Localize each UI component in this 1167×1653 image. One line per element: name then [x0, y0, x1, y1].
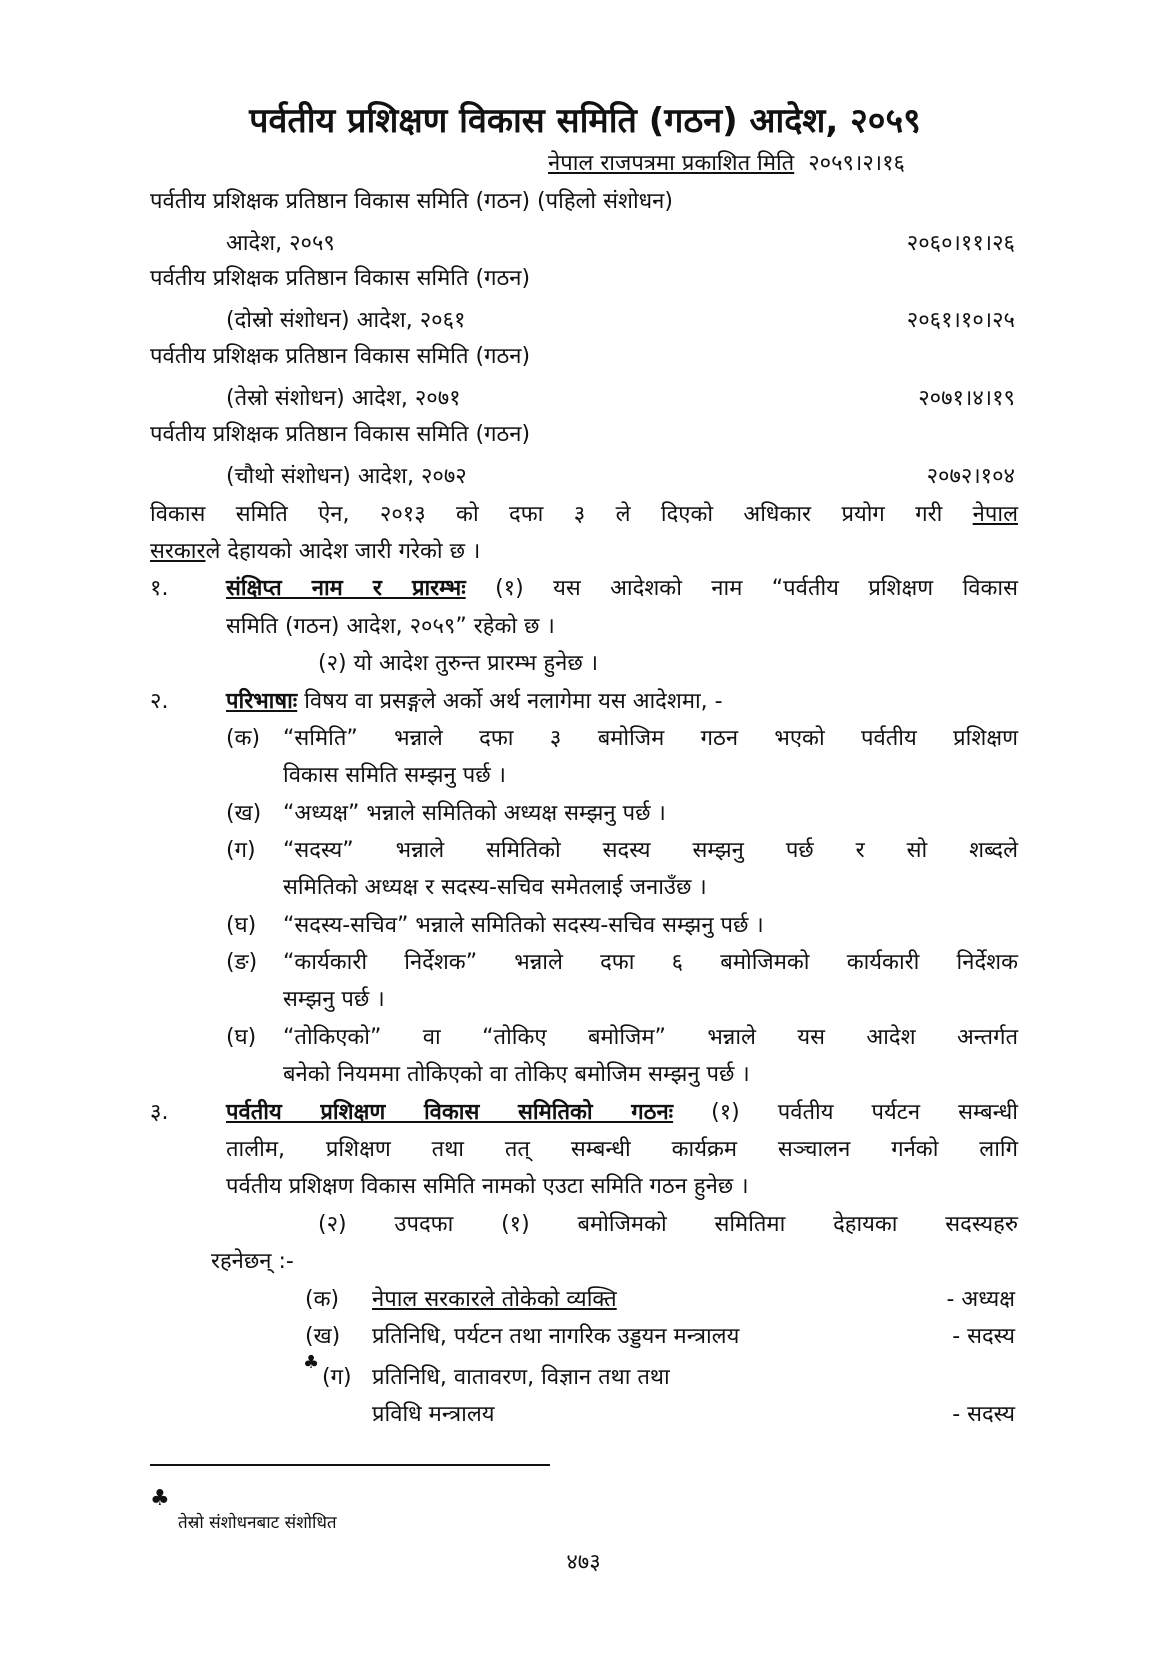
definition-gha-label: (घ) — [226, 913, 257, 938]
section-1-text: (१) यस आदेशको नाम “पर्वतीय प्रशिक्षण विकास — [465, 576, 1018, 601]
definition-ka-line2: विकास समिति सम्झनु पर्छ । — [283, 763, 507, 788]
preamble-underlined: नेपाल — [972, 502, 1018, 527]
section-2-intro: विषय वा प्रसङ्गले अर्को अर्थ नलागेमा यस आदेशमा, - — [297, 689, 723, 714]
member-ga-text2: प्रविधि मन्त्रालय — [372, 1402, 495, 1427]
member-ka-text: नेपाल सरकारले तोकेको व्यक्ति — [372, 1287, 617, 1312]
preamble-line1 — [150, 498, 1018, 528]
definition-nga-line1: “कार्यकारी निर्देशक” भन्नाले दफा ६ बमोजिमको कार्यकारी निर्देशक — [283, 950, 1018, 975]
section-2-line1 — [226, 685, 723, 715]
member-kha-role: - सदस्य — [952, 1324, 1015, 1349]
definition-nga-label: (ङ) — [226, 950, 258, 975]
section-1-line1 — [226, 572, 1018, 602]
amendment-3-line1: पर्वतीय प्रशिक्षक प्रतिष्ठान विकास समिति (गठन) — [150, 344, 531, 369]
section-3-line1 — [226, 1096, 1018, 1126]
section-3-line4: (२) उपदफा (१) बमोजिमको समितिमा देहायका सदस्यहरु — [318, 1212, 1018, 1237]
member-kha-text: प्रतिनिधि, पर्यटन तथा नागरिक उड्डयन मन्त्रालय — [372, 1324, 740, 1349]
definition-gha2-label: (घ) — [226, 1025, 257, 1050]
section-1-heading: संक्षिप्त नाम र प्रारम्भः — [226, 576, 466, 601]
definition-nga-line2: सम्झनु पर्छ । — [283, 987, 385, 1012]
definition-ga-line2: समितिको अध्यक्ष र सदस्य-सचिव समेतलाई जनाउँछ । — [283, 875, 707, 900]
definition-gha2-line1: “तोकिएको” वा “तोकिए बमोजिम” भन्नाले यस आदेश अन्तर्गत — [283, 1025, 1018, 1050]
section-3-line2: तालीम, प्रशिक्षण तथा तत् सम्बन्धी कार्यक्रम सञ्चालन गर्नको लागि — [226, 1137, 1018, 1162]
definition-ka-label: (क) — [226, 726, 261, 751]
section-3-text: (१) पर्वतीय पर्यटन सम्बन्धी — [673, 1100, 1019, 1125]
section-3-number: ३. — [150, 1100, 169, 1125]
footnote-rule — [150, 1464, 550, 1466]
publication-line — [548, 147, 905, 177]
amendment-2-date: २०६१।१०।२५ — [906, 308, 1015, 333]
amendment-4-date: २०७२।१०४ — [926, 464, 1015, 489]
amendment-4-line2: (चौथो संशोधन) आदेश, २०७२ — [226, 464, 467, 489]
section-3-heading: पर्वतीय प्रशिक्षण विकास समितिको गठनः — [226, 1100, 674, 1125]
member-kha-label: (ख) — [305, 1324, 341, 1349]
member-ka-role: - अध्यक्ष — [946, 1287, 1015, 1312]
page-number: ४७३ — [566, 1550, 601, 1575]
publication-date: २०५९।२।१६ — [808, 151, 905, 176]
preamble-text: विकास समिति ऐन, २०१३ को दफा ३ ले दिएको अधिकार प्रयोग गरी — [150, 502, 973, 527]
member-ga-role: - सदस्य — [952, 1402, 1015, 1427]
publication-label: नेपाल राजपत्रमा प्रकाशित मिति — [548, 151, 795, 176]
definition-kha-label: (ख) — [226, 801, 262, 826]
footnote-text: तेस्रो संशोधनबाट संशोधित — [178, 1513, 337, 1533]
preamble-underlined-2: सरकार — [150, 539, 206, 564]
definition-kha-line1: “अध्यक्ष” भन्नाले समितिको अध्यक्ष सम्झनु पर्छ । — [283, 801, 666, 826]
definition-gha2-line2: बनेको नियममा तोकिएको वा तोकिए बमोजिम सम्झनु पर्छ । — [283, 1062, 750, 1087]
footnote-club-icon: ♣ — [150, 1486, 170, 1511]
definition-gha-line1: “सदस्य-सचिव” भन्नाले समितिको सदस्य-सचिव सम्झनु पर्छ । — [283, 913, 764, 938]
section-1-line3: (२) यो आदेश तुरुन्त प्रारम्भ हुनेछ । — [318, 651, 599, 676]
preamble-text-2: ले देहायको आदेश जारी गरेको छ । — [205, 539, 481, 564]
amendment-4-line1: पर्वतीय प्रशिक्षक प्रतिष्ठान विकास समिति (गठन) — [150, 422, 531, 447]
section-2-heading: परिभाषाः — [226, 689, 298, 714]
section-1-line2: समिति (गठन) आदेश, २०५९” रहेको छ । — [226, 614, 555, 639]
definition-ga-label: (ग) — [226, 838, 256, 863]
amendment-1-line1: पर्वतीय प्रशिक्षक प्रतिष्ठान विकास समिति (गठन) (पहिलो संशोधन) — [150, 189, 673, 214]
amendment-1-line2: आदेश, २०५९ — [226, 231, 335, 256]
section-2-number: २. — [150, 689, 169, 714]
club-marker-icon: ♣ — [303, 1352, 320, 1373]
section-1-number: १. — [150, 576, 169, 601]
amendment-2-line1: पर्वतीय प्रशिक्षक प्रतिष्ठान विकास समिति (गठन) — [150, 266, 531, 291]
amendment-3-line2: (तेस्रो संशोधन) आदेश, २०७१ — [226, 386, 461, 411]
section-3-line3: पर्वतीय प्रशिक्षण विकास समिति नामको एउटा समिति गठन हुनेछ । — [226, 1174, 749, 1199]
definition-ka-line1: “समिति” भन्नाले दफा ३ बमोजिम गठन भएको पर्वतीय प्रशिक्षण — [283, 726, 1018, 751]
member-ka-label: (क) — [305, 1287, 340, 1312]
amendment-2-line2: (दोस्रो संशोधन) आदेश, २०६१ — [226, 308, 466, 333]
member-ga-text: प्रतिनिधि, वातावरण, विज्ञान तथा तथा — [372, 1365, 670, 1390]
amendment-1-date: २०६०।११।२६ — [906, 231, 1015, 256]
preamble-line2 — [150, 535, 480, 565]
amendment-3-date: २०७१।४।१९ — [918, 386, 1015, 411]
member-ga-label: (ग) — [322, 1365, 352, 1390]
document-title: पर्वतीय प्रशिक्षण विकास समिति (गठन) आदेश, २०५९ — [249, 101, 921, 141]
definition-ga-line1: “सदस्य” भन्नाले समितिको सदस्य सम्झनु पर्छ र सो शब्दले — [283, 838, 1018, 863]
section-3-line5: रहनेछन् :- — [211, 1249, 294, 1274]
